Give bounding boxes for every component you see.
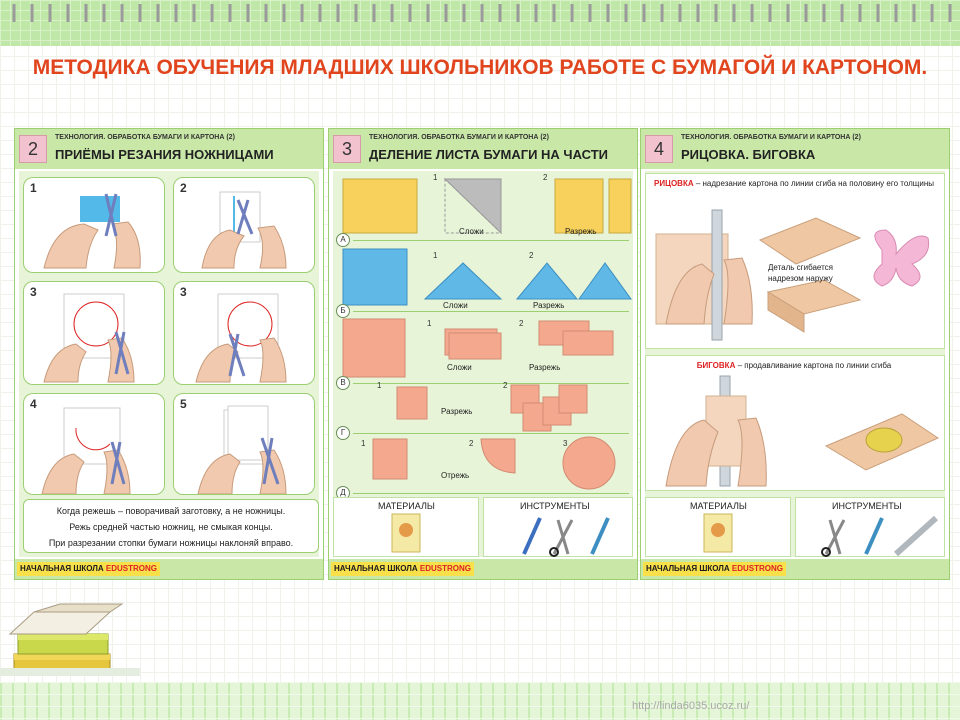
step-number: 3 (180, 285, 187, 299)
poster-footer (15, 559, 323, 579)
row-label: В (336, 376, 350, 390)
footer-label (643, 562, 786, 576)
cutting-illustration (24, 282, 165, 385)
footer-school: НАЧАЛЬНАЯ ШКОЛА (646, 564, 730, 573)
cutting-illustration (174, 394, 315, 495)
creasing-definition (654, 360, 934, 371)
poster-title: ПРИЁМЫ РЕЗАНИЯ НОЖНИЦАМИ (55, 147, 274, 162)
poster-body (19, 171, 319, 557)
cutting-illustration (24, 394, 165, 495)
scoring-definition (654, 178, 934, 189)
poster-body (645, 171, 945, 557)
poster-strip (14, 128, 952, 580)
poster-number: 3 (333, 135, 361, 163)
cutting-illustration (174, 282, 315, 385)
poster-cutting-techniques (14, 128, 324, 580)
creasing-text: – продавливание картона по линии сгиба (735, 361, 892, 370)
footer-label (17, 562, 160, 576)
footer-brand: EDUSTRONG (731, 564, 784, 573)
poster-number: 2 (19, 135, 47, 163)
division-diagram (333, 171, 633, 491)
books-stack-icon (0, 598, 140, 680)
poster-body (333, 171, 633, 557)
scoring-term: РИЦОВКА (654, 179, 694, 188)
poster-title: РИЦОВКА. БИГОВКА (681, 147, 816, 162)
rules-note (23, 499, 319, 553)
cut-label: Разрежь (565, 227, 597, 236)
footer-brand: EDUSTRONG (419, 564, 472, 573)
step-number: 2 (543, 173, 548, 182)
watermark: http://linda6035.ucoz.ru/ (632, 700, 750, 712)
tools-title: ИНСТРУМЕНТЫ (520, 501, 590, 511)
fold-label: Сложи (447, 363, 472, 372)
creasing-illustration (646, 356, 946, 492)
step-card (173, 177, 315, 273)
cut-off-label: Отрежь (441, 471, 470, 480)
step-card (23, 393, 165, 495)
materials-panel (645, 497, 791, 557)
cutting-illustration (174, 178, 315, 273)
slide-title: МЕТОДИКА ОБУЧЕНИЯ МЛАДШИХ ШКОЛЬНИКОВ РАБОТЕ С БУМАГОЙ И КАРТОНОМ. (32, 56, 928, 79)
footer-school: НАЧАЛЬНАЯ ШКОЛА (20, 564, 104, 573)
scoring-panel (645, 173, 945, 349)
step-number: 4 (30, 397, 37, 411)
tools-title: ИНСТРУМЕНТЫ (832, 501, 902, 511)
row-label: Б (336, 304, 350, 318)
poster-series: ТЕХНОЛОГИЯ. ОБРАБОТКА БУМАГИ И КАРТОНА (2) (681, 134, 861, 141)
step-number: 1 (433, 251, 438, 260)
creasing-term: БИГОВКА (696, 361, 736, 370)
cut-label: Разрежь (529, 363, 561, 372)
rule-text: Режь средней частью ножниц, не смыкая концы. (69, 522, 273, 532)
step-number: 5 (180, 397, 187, 411)
step-number: 1 (30, 181, 37, 195)
footer-brand: EDUSTRONG (105, 564, 158, 573)
poster-header (329, 129, 637, 169)
row-label: А (336, 233, 350, 247)
creasing-panel (645, 355, 945, 491)
poster-scoring-creasing (640, 128, 950, 580)
row-divider (353, 493, 629, 494)
poster-dividing-sheet (328, 128, 638, 580)
step-number: 3 (30, 285, 37, 299)
poster-footer (641, 559, 949, 579)
tools-panel (483, 497, 633, 557)
row-label: Д (336, 486, 350, 500)
notebook-footer-band (0, 682, 960, 720)
rule-text: При разрезании стопки бумаги ножницы наклоняй вправо. (48, 538, 294, 548)
step-number: 2 (469, 439, 474, 448)
step-number: 2 (529, 251, 534, 260)
cut-label: Разрежь (533, 301, 565, 310)
step-number: 2 (180, 181, 187, 195)
footer-label (331, 562, 474, 576)
step-number: 2 (503, 381, 508, 390)
step-card (173, 393, 315, 495)
poster-header (15, 129, 323, 169)
poster-footer (329, 559, 637, 579)
step-number: 1 (427, 319, 432, 328)
tools-panel (795, 497, 945, 557)
materials-panel (333, 497, 479, 557)
materials-title: МАТЕРИАЛЫ (690, 501, 747, 511)
step-number: 1 (433, 173, 438, 182)
scoring-detail: Деталь сгибается надрезом наружу (768, 263, 834, 283)
row-divider (353, 240, 629, 241)
step-card (23, 177, 165, 273)
scoring-text: – надрезание картона по линии сгиба на половину его толщины (693, 179, 934, 188)
cutting-illustration (24, 178, 165, 273)
step-number: 1 (377, 381, 382, 390)
poster-series: ТЕХНОЛОГИЯ. ОБРАБОТКА БУМАГИ И КАРТОНА (2) (55, 134, 235, 141)
poster-header (641, 129, 949, 169)
fold-label: Сложи (459, 227, 484, 236)
step-number: 3 (563, 439, 568, 448)
poster-series: ТЕХНОЛОГИЯ. ОБРАБОТКА БУМАГИ И КАРТОНА (2) (369, 134, 549, 141)
step-number: 2 (519, 319, 524, 328)
materials-title: МАТЕРИАЛЫ (378, 501, 435, 511)
poster-title: ДЕЛЕНИЕ ЛИСТА БУМАГИ НА ЧАСТИ (369, 147, 608, 162)
spiral-binding (0, 0, 960, 30)
row-divider (353, 383, 629, 384)
cut-label: Разрежь (441, 407, 473, 416)
step-number: 1 (361, 439, 366, 448)
step-card (173, 281, 315, 385)
row-label: Г (336, 426, 350, 440)
poster-number: 4 (645, 135, 673, 163)
fold-label: Сложи (443, 301, 468, 310)
step-card (23, 281, 165, 385)
rule-text: Когда режешь – поворачивай заготовку, а не ножницы. (56, 506, 286, 516)
row-divider (353, 433, 629, 434)
footer-school: НАЧАЛЬНАЯ ШКОЛА (334, 564, 418, 573)
row-divider (353, 311, 629, 312)
